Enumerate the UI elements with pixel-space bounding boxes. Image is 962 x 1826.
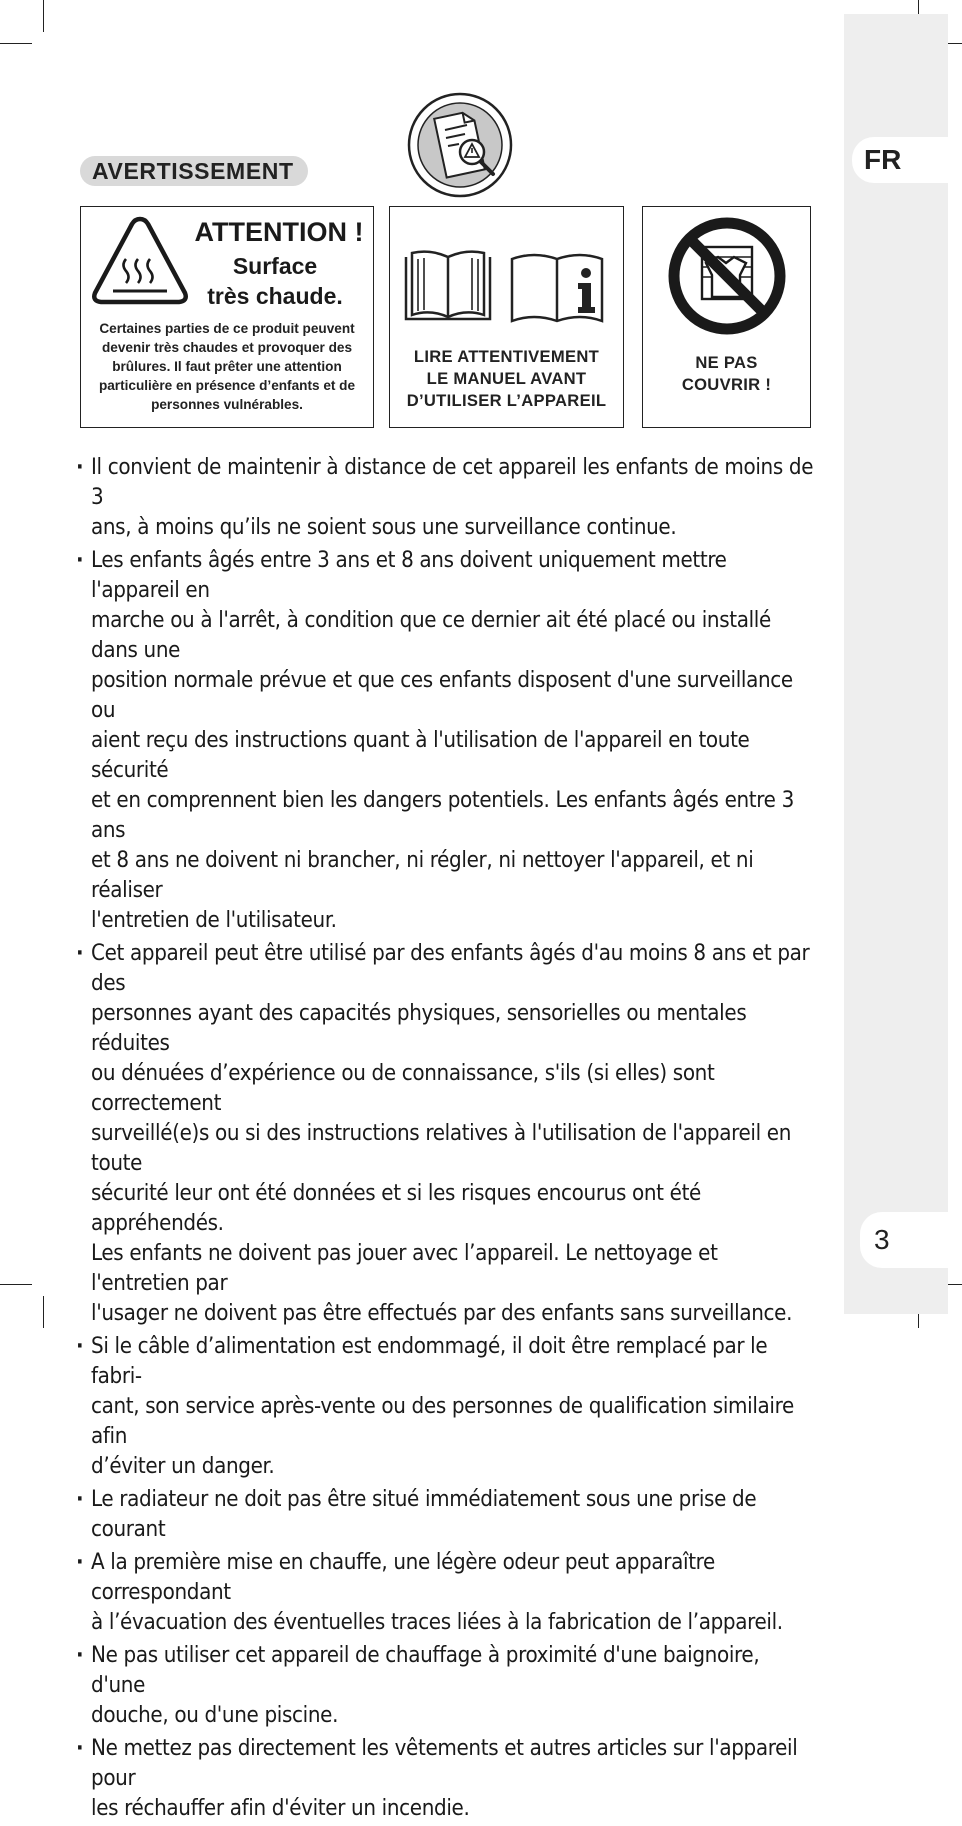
attention-body-line: particulière en présence d’enfants et de <box>98 378 356 393</box>
list-item-line: surveillé(e)s ou si des instructions relatives à l'utilisation de l'appareil en toute <box>91 1120 792 1176</box>
crop-mark <box>43 0 44 32</box>
list-item-line: à l’évacuation des éventuelles traces liées à la fabrication de l’appareil. <box>91 1609 783 1635</box>
attention-body-line: Certaines parties de ce produit peuvent <box>99 321 355 336</box>
list-item <box>74 1484 819 1544</box>
do-not-cover-line: NE PAS <box>695 353 758 372</box>
list-item <box>74 1733 819 1823</box>
hot-surface-warning-box <box>80 206 374 428</box>
read-manual-line: LE MANUEL AVANT <box>426 369 587 388</box>
list-item-line: d’éviter un danger. <box>91 1453 275 1479</box>
crop-mark <box>0 43 32 44</box>
list-item <box>74 1640 819 1730</box>
list-item-line: ans, à moins qu’ils ne soient sous une surveillance continue. <box>91 514 677 540</box>
info-book-icon <box>508 251 606 327</box>
list-item <box>74 452 819 542</box>
attention-subtitle-line: très chaude. <box>207 283 343 309</box>
section-label: AVERTISSEMENT <box>80 156 308 186</box>
list-item-line: · Les enfants âgés entre 3 ans et 8 ans doivent uniquement mettre l'appareil en <box>91 547 727 603</box>
do-not-cover-box <box>642 206 811 428</box>
attention-body-line: devenir très chaudes et provoquer des <box>101 340 353 355</box>
list-item-line: sécurité leur ont été données et si les risques encourus ont été appréhendés. <box>91 1180 701 1236</box>
list-item <box>74 1547 819 1637</box>
list-item-line: cant, son service après-vente ou des personnes de qualification similaire afin <box>91 1393 794 1449</box>
list-item-line: · A la première mise en chauffe, une légère odeur peut apparaître correspondant <box>91 1549 715 1605</box>
list-item-line: ou dénuées d’expérience ou de connaissance, s'ils (si elles) sont correctement <box>91 1060 715 1116</box>
list-item-line: Les enfants ne doivent pas jouer avec l’appareil. Le nettoyage et l'entretien par <box>91 1240 718 1296</box>
attention-subtitle <box>189 251 361 311</box>
attention-body-line: personnes vulnérables. <box>151 397 303 412</box>
language-tab: FR <box>852 137 948 183</box>
list-item-line: personnes ayant des capacités physiques, sensorielles ou mentales réduites <box>91 1000 747 1056</box>
side-strip <box>844 14 948 1314</box>
open-book-icon <box>402 247 494 327</box>
read-manual-box <box>389 206 624 428</box>
list-item-line: · Le radiateur ne doit pas être situé immédiatement sous une prise de courant <box>91 1486 757 1542</box>
list-item-line: douche, ou d'une piscine. <box>91 1702 339 1728</box>
list-item-line: les réchauffer afin d'éviter un incendie. <box>91 1795 470 1821</box>
do-not-cover-icon <box>668 217 786 335</box>
attention-title: ATTENTION ! <box>194 217 364 247</box>
list-item-line: · Si le câble d’alimentation est endommagé, il doit être remplacé par le fabri- <box>91 1333 768 1389</box>
crop-mark <box>0 1284 32 1285</box>
do-not-cover-text <box>643 352 810 396</box>
list-item-line: l'entretien de l'utilisateur. <box>91 907 337 933</box>
read-manual-line: D’UTILISER L’APPAREIL <box>406 391 607 410</box>
read-manual-line: LIRE ATTENTIVEMENT <box>413 347 600 366</box>
list-item-line: · Ne mettez pas directement les vêtements et autres articles sur l'appareil pour <box>91 1735 798 1791</box>
list-item-line: · Cet appareil peut être utilisé par des enfants âgés d'au moins 8 ans et par des <box>91 940 810 996</box>
list-item <box>74 938 819 1328</box>
attention-subtitle-line: Surface <box>232 253 318 279</box>
attention-body-line: brûlures. Il faut prêter une attention <box>112 359 342 374</box>
attention-body <box>87 319 367 414</box>
list-item-line: marche ou à l'arrêt, à condition que ce dernier ait été placé ou installé dans une <box>91 607 771 663</box>
list-item-line: position normale prévue et que ces enfants disposent d'une surveillance ou <box>91 667 793 723</box>
list-item-line: et en comprennent bien les dangers potentiels. Les enfants âgés entre 3 ans <box>91 787 794 843</box>
list-item-line: l'usager ne doivent pas être effectués par des enfants sans surveillance. <box>91 1300 793 1326</box>
list-item-line: et 8 ans ne doivent ni brancher, ni régler, ni nettoyer l'appareil, et ni réaliser <box>91 847 754 903</box>
document-magnifier-icon <box>407 92 513 198</box>
list-item <box>74 545 819 935</box>
crop-mark <box>43 1296 44 1328</box>
list-item <box>74 1331 819 1481</box>
safety-instructions-list <box>74 452 819 1826</box>
list-item-line: · Il convient de maintenir à distance de cet appareil les enfants de moins de 3 <box>91 454 814 510</box>
list-item-line: · Ne pas utiliser cet appareil de chauffage à proximité d'une baignoire, d'une <box>91 1642 760 1698</box>
list-item-line: aient reçu des instructions quant à l'utilisation de l'appareil en toute sécurité <box>91 727 750 783</box>
do-not-cover-line: COUVRIR ! <box>681 375 772 394</box>
hot-surface-warning-icon <box>89 213 191 309</box>
page-number: 3 <box>860 1212 948 1268</box>
read-manual-text <box>390 346 623 412</box>
